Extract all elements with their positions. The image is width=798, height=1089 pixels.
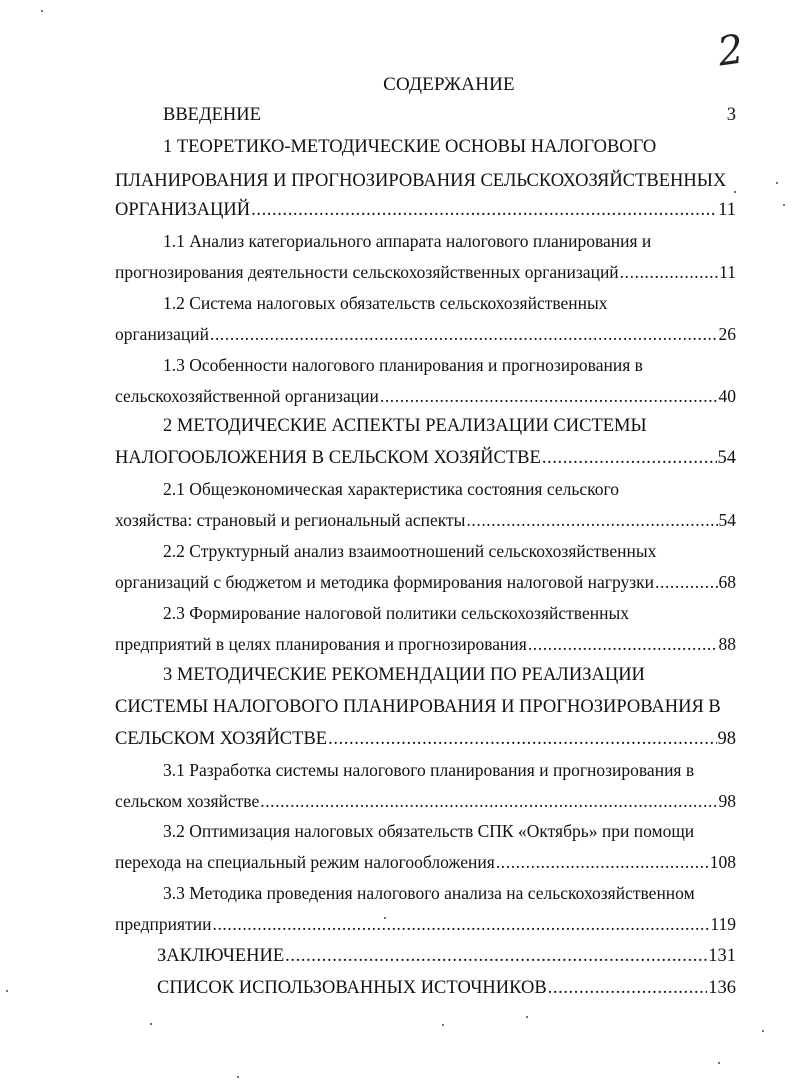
toc-section-3-2-line-1: 3.2 Оптимизация налоговых обязательств СПК «Октябрь» при помощи xyxy=(163,821,695,841)
toc-chapter-3-line-3 xyxy=(115,728,736,750)
dot-leader xyxy=(548,977,708,999)
toc-entry-page: 98 xyxy=(718,791,736,811)
toc-entry-title: организаций с бюджетом и методика формирования налоговой нагрузки xyxy=(115,572,654,592)
toc-entry-title: предприятий в целях планирования и прогнозирования xyxy=(115,634,527,654)
toc-entry-page: 131 xyxy=(708,946,736,966)
dot-leader xyxy=(260,790,717,812)
toc-entry-page: 68 xyxy=(718,572,736,592)
toc-entry-page: 108 xyxy=(709,852,736,872)
scan-speck xyxy=(41,10,43,12)
scan-speck xyxy=(776,182,778,184)
toc-entry-page: 119 xyxy=(710,914,736,934)
dot-leader xyxy=(251,199,717,221)
toc-section-1-1-line-2 xyxy=(115,261,736,283)
toc-chapter-1-line-3 xyxy=(115,199,736,221)
dot-leader xyxy=(285,945,707,967)
toc-section-1-3-line-2 xyxy=(115,385,736,407)
toc-entry-title: ВВЕДЕНИЕ xyxy=(163,105,261,125)
scan-speck xyxy=(442,1024,444,1026)
toc-entry-page: 11 xyxy=(719,262,736,282)
toc-entry-title: СПИСОК ИСПОЛЬЗОВАННЫХ ИСТОЧНИКОВ xyxy=(157,978,547,998)
dot-leader xyxy=(328,728,716,750)
handwritten-page-number: 2 xyxy=(714,26,747,76)
toc-entry-page: 26 xyxy=(718,324,736,344)
scan-speck xyxy=(526,1016,528,1018)
toc-section-3-1-line-2 xyxy=(115,790,736,812)
toc-section-2-1-line-1: 2.1 Общеэкономическая характеристика состояния сельского xyxy=(163,479,619,499)
dot-leader xyxy=(620,261,718,283)
toc-entry-title: сельскохозяйственной организации xyxy=(115,386,379,406)
toc-section-1-3-line-1: 1.3 Особенности налогового планирования и прогнозирования в xyxy=(163,355,643,375)
toc-chapter-3-line-1: 3 МЕТОДИЧЕСКИЕ РЕКОМЕНДАЦИИ ПО РЕАЛИЗАЦИИ xyxy=(163,665,645,685)
scan-speck xyxy=(6,990,8,992)
toc-entry-page: 54 xyxy=(718,510,736,530)
toc-entry-page: 136 xyxy=(708,978,736,998)
toc-section-2-1-line-2 xyxy=(115,509,736,531)
scan-speck xyxy=(237,1076,239,1078)
toc-section-3-2-line-2 xyxy=(115,851,736,873)
toc-section-3-1-line-1: 3.1 Разработка системы налогового планирования и прогнозирования в xyxy=(163,760,695,780)
toc-entry-title: СЕЛЬСКОМ ХОЗЯЙСТВЕ xyxy=(115,729,328,749)
toc-entry-title: перехода на специальный режим налогообложения xyxy=(115,852,495,872)
toc-entry-title: НАЛОГООБЛОЖЕНИЯ В СЕЛЬСКОМ ХОЗЯЙСТВЕ xyxy=(115,448,541,468)
toc-section-1-1-line-1: 1.1 Анализ категориального аппарата налогового планирования и xyxy=(163,231,652,251)
toc-entry-title: ОРГАНИЗАЦИЙ xyxy=(115,200,251,220)
toc-chapter-1-line-2: ПЛАНИРОВАНИЯ И ПРОГНОЗИРОВАНИЯ СЕЛЬСКОХОЗЯЙСТВЕННЫХ xyxy=(115,171,727,191)
toc-entry-title: прогнозирования деятельности сельскохозяйственных организаций xyxy=(115,262,619,282)
scan-speck xyxy=(783,204,785,206)
toc-entry-title: ЗАКЛЮЧЕНИЕ xyxy=(157,946,285,966)
toc-entry-references xyxy=(157,977,736,999)
toc-entry-title: хозяйства: страновый и региональный аспекты xyxy=(115,510,466,530)
toc-entry-introduction xyxy=(163,104,736,126)
toc-entry-conclusion xyxy=(157,945,736,967)
scan-speck xyxy=(718,1062,720,1064)
dot-leader xyxy=(380,385,718,407)
dot-leader xyxy=(496,851,709,873)
toc-section-2-3-line-2 xyxy=(115,633,736,655)
dot-leader xyxy=(466,509,717,531)
dot-leader xyxy=(212,913,709,935)
toc-section-1-2-line-1: 1.2 Система налоговых обязательств сельскохозяйственных xyxy=(163,293,608,313)
dot-leader xyxy=(528,633,718,655)
dot-leader xyxy=(542,447,717,469)
toc-section-2-3-line-1: 2.3 Формирование налоговой политики сельскохозяйственных xyxy=(163,603,629,623)
scan-speck xyxy=(384,917,386,919)
toc-entry-page: 54 xyxy=(717,448,736,468)
toc-chapter-3-line-2: СИСТЕМЫ НАЛОГОВОГО ПЛАНИРОВАНИЯ И ПРОГНОЗИРОВАНИЯ В xyxy=(115,697,721,717)
toc-title: СОДЕРЖАНИЕ xyxy=(383,74,515,95)
toc-section-2-2-line-1: 2.2 Структурный анализ взаимоотношений сельскохозяйственных xyxy=(163,541,657,561)
toc-entry-page: 40 xyxy=(718,386,736,406)
toc-section-3-3-line-1: 3.3 Методика проведения налогового анализа на сельскохозяйственном xyxy=(163,883,695,903)
scan-speck xyxy=(734,191,736,193)
scan-speck xyxy=(150,1023,152,1025)
toc-chapter-1-line-1: 1 ТЕОРЕТИКО-МЕТОДИЧЕСКИЕ ОСНОВЫ НАЛОГОВОГО xyxy=(163,137,657,157)
toc-entry-title: организаций xyxy=(115,324,209,344)
dot-leader xyxy=(655,571,718,593)
toc-section-2-2-line-2 xyxy=(115,571,736,593)
toc-entry-page: 88 xyxy=(718,634,736,654)
scan-speck xyxy=(762,1030,764,1032)
toc-section-3-3-line-2 xyxy=(115,913,736,935)
toc-entry-page: 3 xyxy=(726,105,736,125)
toc-entry-page: 11 xyxy=(718,200,736,220)
toc-chapter-2-line-1: 2 МЕТОДИЧЕСКИЕ АСПЕКТЫ РЕАЛИЗАЦИИ СИСТЕМЫ xyxy=(163,416,647,436)
toc-entry-page: 98 xyxy=(717,729,736,749)
toc-section-1-2-line-2 xyxy=(115,323,736,345)
dot-leader xyxy=(210,323,718,345)
toc-entry-title: сельском хозяйстве xyxy=(115,791,260,811)
toc-entry-title: предприятии xyxy=(115,914,212,934)
toc-chapter-2-line-2 xyxy=(115,447,736,469)
